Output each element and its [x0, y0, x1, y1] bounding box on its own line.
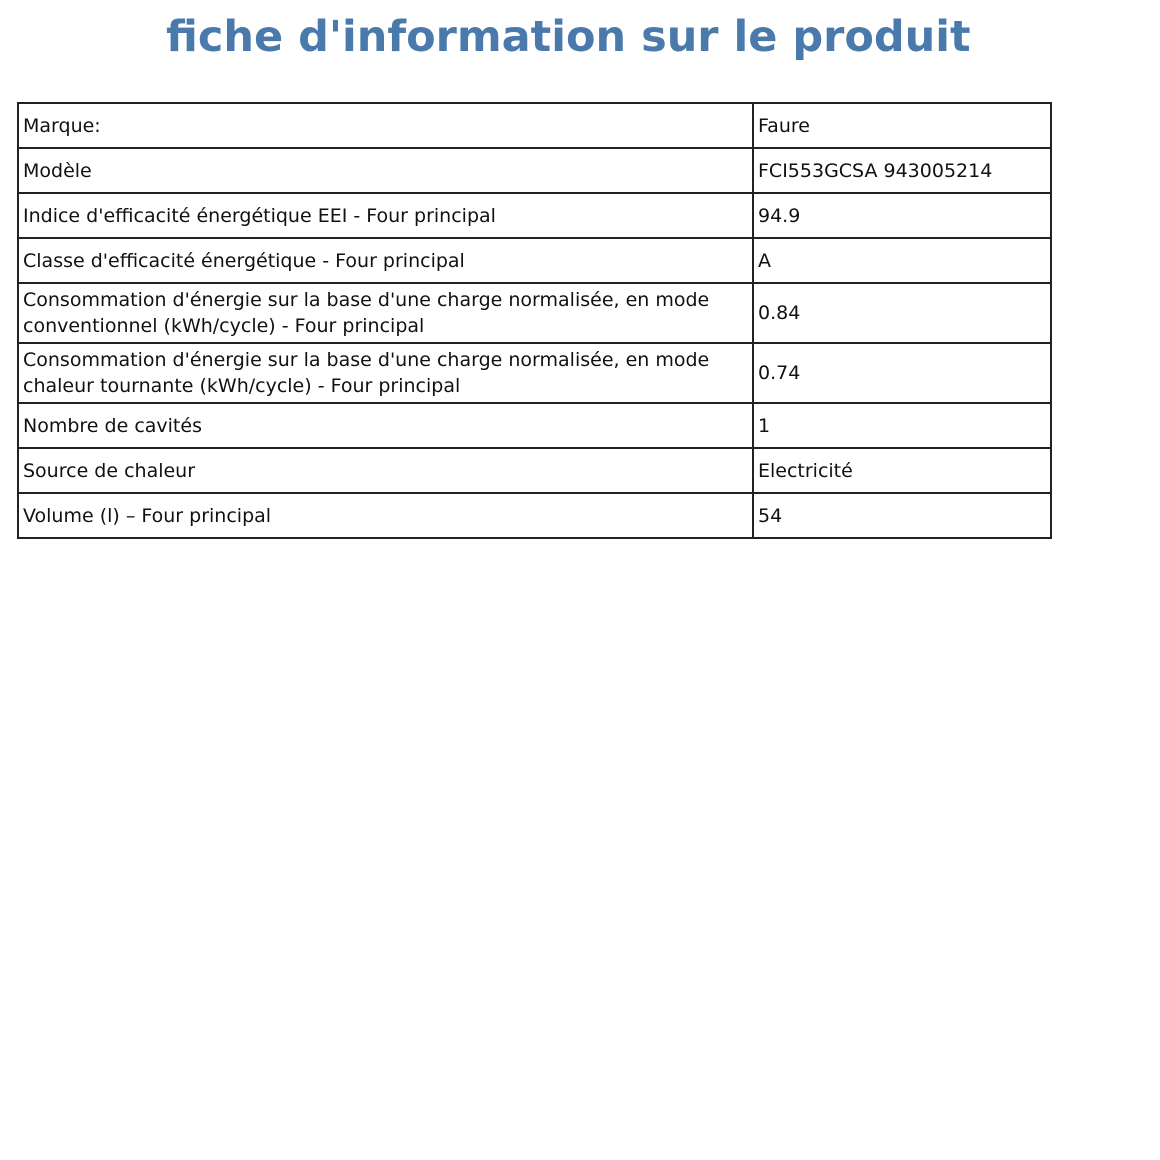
row-value: 1 [753, 403, 1051, 448]
row-label: Consommation d'énergie sur la base d'une charge normalisée, en mode chaleur tournante (kWh/cycle) - Four principal [18, 343, 753, 403]
row-label: Consommation d'énergie sur la base d'une charge normalisée, en mode conventionnel (kWh/cycle) - Four principal [18, 283, 753, 343]
row-value: 94.9 [753, 193, 1051, 238]
table-row [18, 238, 1051, 283]
row-label: Nombre de cavités [18, 403, 753, 448]
row-label: Source de chaleur [18, 448, 753, 493]
row-value: 54 [753, 493, 1051, 538]
product-info-table [17, 102, 1052, 539]
row-label: Modèle [18, 148, 753, 193]
table-row [18, 103, 1051, 148]
row-value: A [753, 238, 1051, 283]
row-label: Indice d'efficacité énergétique EEI - Four principal [18, 193, 753, 238]
row-value: 0.84 [753, 283, 1051, 343]
row-value: 0.74 [753, 343, 1051, 403]
row-label: Volume (l) – Four principal [18, 493, 753, 538]
row-label: Classe d'efficacité énergétique - Four principal [18, 238, 753, 283]
table-row [18, 448, 1051, 493]
row-value: Electricité [753, 448, 1051, 493]
table-row [18, 403, 1051, 448]
table-row [18, 148, 1051, 193]
table-row [18, 343, 1051, 403]
row-value: Faure [753, 103, 1051, 148]
table-row [18, 193, 1051, 238]
row-label: Marque: [18, 103, 753, 148]
page-title: fiche d'information sur le produit [166, 12, 971, 62]
table-row [18, 493, 1051, 538]
table-row [18, 283, 1051, 343]
row-value: FCI553GCSA 943005214 [753, 148, 1051, 193]
